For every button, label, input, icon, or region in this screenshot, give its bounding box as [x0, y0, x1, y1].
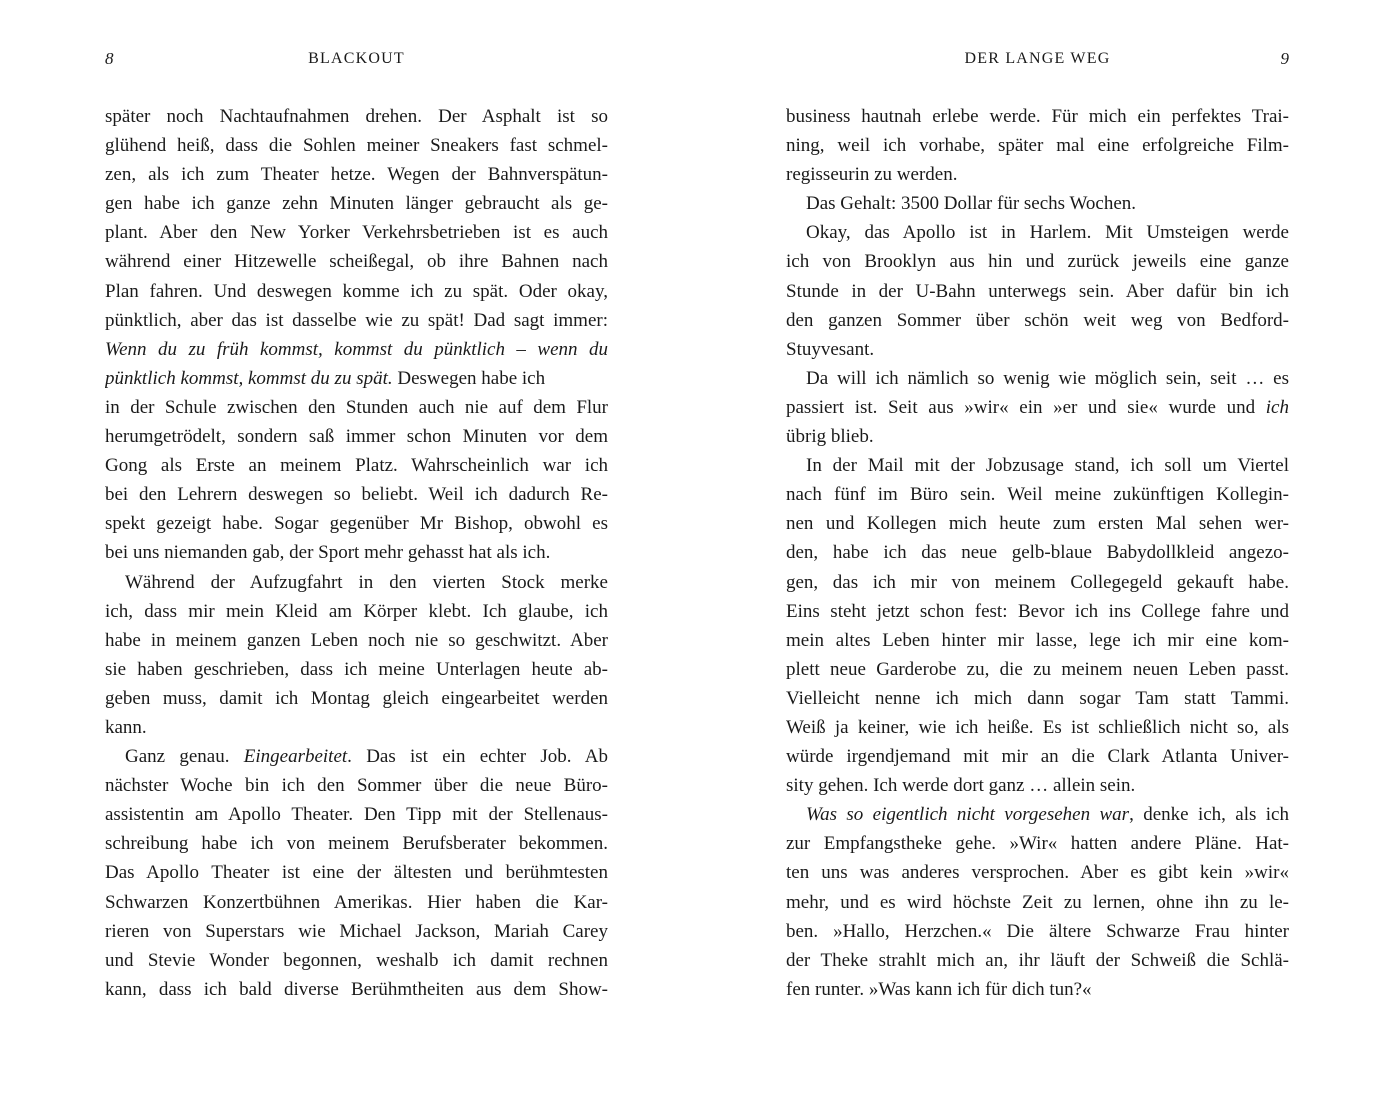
text-line: sie haben geschrieben, dass ich meine Unterlagen heute ab- — [105, 658, 608, 680]
italic-phrase: Was so eigentlich nicht vorgesehen war — [806, 804, 1130, 826]
text-line: Okay, das Apollo ist in Harlem. Mit Umsteigen werde — [806, 222, 1289, 244]
text-fragment: Deswegen habe ich — [392, 367, 546, 389]
text-line: plant. Aber den New Yorker Verkehrsbetrieben ist es auch — [105, 222, 608, 244]
text-line: Da will ich nämlich so wenig wie möglich sein, seit … es — [806, 367, 1289, 389]
text-line: mehr, und es wird höchste Zeit zu lernen, ohne ihn zu le- — [786, 891, 1289, 913]
text-line: gen, das ich mir von meinem Collegegeld gekauft habe. — [786, 571, 1289, 593]
text-line: gen habe ich ganze zehn Minuten länger gebraucht als ge- — [105, 193, 608, 215]
text-line: rieren von Superstars wie Michael Jackson, Mariah Carey — [105, 920, 608, 942]
text-line: geben muss, damit ich Montag gleich eingearbeitet werden — [105, 687, 608, 709]
text-line: ben. »Hallo, Herzchen.« Die ältere Schwarze Frau hinter — [786, 920, 1289, 942]
text-line: den, habe ich das neue gelb-blaue Babydollkleid angezo- — [786, 542, 1289, 564]
running-head-right: DER LANGE WEG — [964, 50, 1111, 67]
right-page-body — [786, 102, 1289, 1004]
text-line: glühend heiß, dass die Sohlen meiner Sneakers fast schmel- — [105, 135, 608, 157]
left-page-body — [105, 102, 608, 1004]
text-line: ten uns was anderes versprochen. Aber es gibt kein »wir« — [786, 862, 1289, 884]
text-line: habe in meinem ganzen Leben noch nie so geschwitzt. Aber — [105, 629, 608, 651]
text-fragment: . Das ist ein echter Job. Ab — [347, 746, 608, 768]
text-line: business hautnah erlebe werde. Für mich ein perfektes Trai- — [786, 106, 1289, 127]
text-line: Eins steht jetzt schon fest: Bevor ich ins College fahre und — [786, 600, 1289, 622]
italic-word: Eingearbeitet — [243, 746, 348, 768]
text-line: Plan fahren. Und deswegen komme ich zu spät. Oder okay, — [105, 280, 608, 302]
text-line: Stunde in der U-Bahn unterwegs sein. Aber dafür bin ich — [786, 280, 1289, 302]
text-line: Gong als Erste an meinem Platz. Wahrscheinlich war ich — [105, 455, 608, 477]
text-line: bei uns niemanden gab, der Sport mehr gehasst hat als ich. — [105, 542, 551, 564]
text-line: der Theke strahlt mich an, ihr läuft der Schweiß die Schlä- — [786, 949, 1289, 971]
text-line: und Stevie Wonder begonnen, weshalb ich damit rechnen — [105, 949, 608, 971]
text-line: spekt gezeigt habe. Sogar gegenüber Mr Bishop, obwohl es — [105, 513, 608, 535]
text-line: herumgetrödelt, sondern saß immer schon Minuten vor dem — [105, 426, 608, 448]
text-fragment: passiert ist. Seit aus »wir« ein »er und sie« wurde und — [786, 396, 1266, 418]
text-line: kann, dass ich bald diverse Berühmtheiten aus dem Show- — [105, 978, 608, 1000]
text-line: plett neue Garderobe zu, die zu meinem neuen Leben passt. — [786, 658, 1289, 680]
text-line: später noch Nachtaufnahmen drehen. Der Asphalt ist so — [105, 106, 608, 127]
text-line: nen und Kollegen mich heute zum ersten Mal sehen wer- — [786, 513, 1289, 535]
text-line — [105, 742, 608, 771]
page-number-left: 8 — [105, 49, 114, 68]
right-page — [786, 0, 1289, 1104]
text-line: sity gehen. Ich werde dort ganz … allein sein. — [786, 775, 1136, 797]
text-line: mein altes Leben hinter mir lasse, lege ich mir eine kom- — [786, 629, 1289, 651]
italic-quote: pünktlich kommst, kommst du zu spät. — [105, 367, 393, 389]
text-line: ich von Brooklyn aus hin und zurück jeweils eine ganze — [786, 251, 1289, 273]
text-line — [786, 800, 1289, 829]
text-line: in der Schule zwischen den Stunden auch nie auf dem Flur — [105, 396, 608, 418]
text-line: regisseurin zu werden. — [786, 164, 958, 186]
text-line: Vielleicht nenne ich mich dann sogar Tam statt Tammi. — [786, 687, 1289, 709]
text-line: übrig blieb. — [786, 426, 874, 448]
text-line — [786, 393, 1289, 422]
text-line: assistentin am Apollo Theater. Den Tipp mit der Stellenaus- — [105, 804, 608, 826]
text-line: ich, dass mir mein Kleid am Körper klebt. Ich glaube, ich — [105, 600, 608, 622]
left-page — [105, 0, 608, 1104]
running-head-left: BLACKOUT — [308, 50, 405, 67]
text-line: würde irgendjemand mit mir an die Clark Atlanta Univer- — [786, 746, 1289, 768]
text-line: ning, weil ich vorhabe, später mal eine erfolgreiche Film- — [786, 135, 1289, 157]
italic-quote: Wenn du zu früh kommst, kommst du pünktlich – wenn du — [105, 338, 608, 360]
text-line: Während der Aufzugfahrt in den vierten Stock merke — [125, 571, 608, 593]
text-line: zen, als ich zum Theater hetze. Wegen der Bahnverspätun- — [105, 164, 608, 186]
text-line: pünktlich, aber das ist dasselbe wie zu spät! Dad sagt immer: — [105, 309, 608, 331]
text-line: Stuyvesant. — [786, 338, 875, 360]
text-line: Weiß ja keiner, wie ich heiße. Es ist schließlich nicht so, als — [786, 716, 1289, 738]
text-fragment: Ganz genau. — [125, 746, 244, 768]
text-line: den ganzen Sommer über schön weit weg von Bedford- — [786, 309, 1289, 331]
text-line: kann. — [105, 716, 147, 738]
text-line — [105, 335, 608, 364]
text-line: während einer Hitzewelle scheißegal, ob ihre Bahnen nach — [105, 251, 608, 273]
text-line: schreibung habe ich von meinem Berufsberater bekommen. — [105, 833, 608, 855]
text-line: bei den Lehrern deswegen so beliebt. Weil ich dadurch Re- — [105, 484, 608, 506]
text-line: In der Mail mit der Jobzusage stand, ich soll um Viertel — [806, 455, 1289, 477]
text-line: Schwarzen Konzertbühnen Amerikas. Hier haben die Kar- — [105, 891, 608, 913]
text-line: Das Apollo Theater ist eine der ältesten und berühmtesten — [105, 862, 608, 884]
text-line — [105, 364, 608, 393]
text-line: fen runter. »Was kann ich für dich tun?« — [786, 978, 1092, 1000]
page-number-right: 9 — [1280, 49, 1289, 68]
text-fragment: , denke ich, als ich — [1129, 804, 1289, 826]
text-line: nach fünf im Büro sein. Weil meine zukünftigen Kollegin- — [786, 484, 1289, 506]
text-line: zur Empfangstheke gehe. »Wir« hatten andere Pläne. Hat- — [786, 833, 1289, 855]
text-line: Das Gehalt: 3500 Dollar für sechs Wochen. — [806, 193, 1137, 215]
italic-word: ich — [1265, 396, 1289, 418]
text-line: nächster Woche bin ich den Sommer über die neue Büro- — [105, 775, 608, 797]
